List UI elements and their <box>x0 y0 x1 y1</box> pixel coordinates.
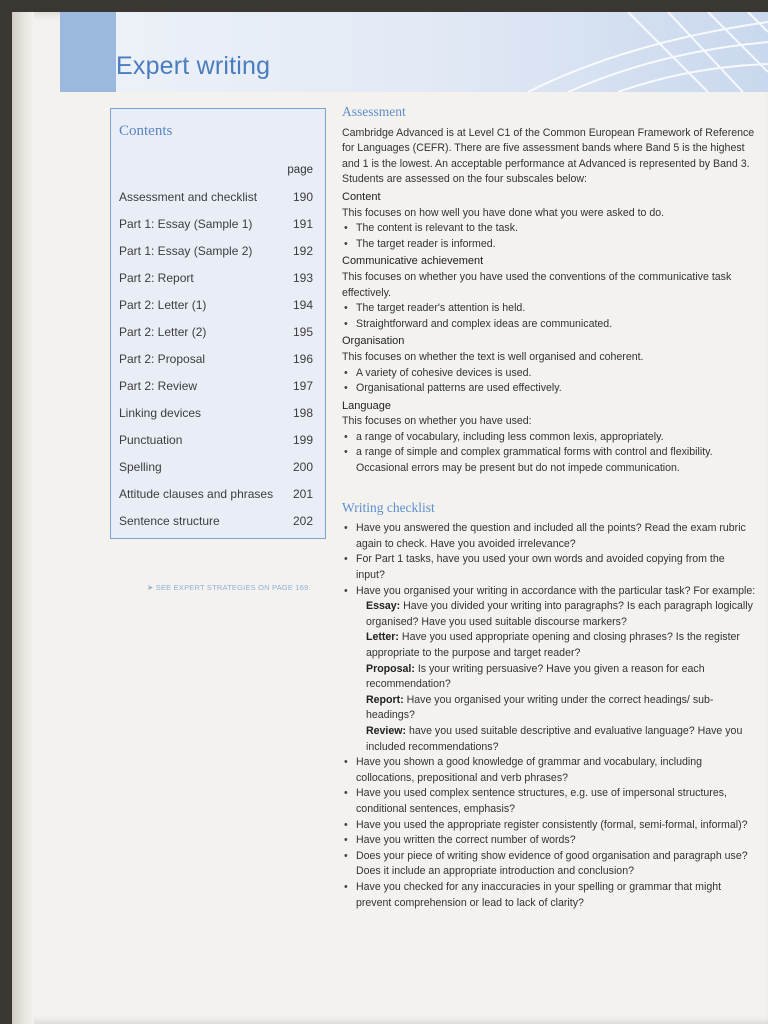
toc-item[interactable]: Part 2: Letter (2) 195 <box>119 325 313 339</box>
list-item: • The target reader's attention is held. <box>342 301 756 317</box>
assessment-title: Assessment <box>342 104 406 119</box>
see-expert-strategies-link[interactable]: ➤ SEE EXPERT STRATEGIES ON PAGE 169. <box>147 583 311 592</box>
example-essay: Essay: Have you divided your writing into paragraphs? Is each paragraph logically organised? Have you used suitable discourse markers? <box>366 600 753 628</box>
contents-title: Contents <box>119 123 173 139</box>
book-page <box>12 12 768 1024</box>
toc-item[interactable]: Linking devices 198 <box>119 406 313 420</box>
toc-item[interactable]: Attitude clauses and phrases 201 <box>119 487 313 501</box>
page-title: Expert writing <box>116 52 271 80</box>
header-tab-accent <box>60 12 116 92</box>
checklist-item: • Have you used complex sentence structures, e.g. use of impersonal structures, conditional sentences, emphasis? <box>342 786 756 817</box>
language-heading: Language <box>342 399 391 412</box>
communicative-bullets <box>342 301 756 332</box>
list-item: • a range of simple and complex grammatical forms with control and flexibility. Occasional errors may be present but do not impede communication. <box>342 445 756 476</box>
communicative-text: This focuses on whether you have used the conventions of the communicative task effectively. <box>342 270 732 299</box>
checklist-item: • Have you written the correct number of words? <box>342 833 756 849</box>
assessment-intro: Cambridge Advanced is at Level C1 of the Common European Framework of Reference for Languages (CEFR). There are five assessment bands where Band 5 is the highest and 1 is the lowest. An acceptable performance at Advanced is represented by Band 3. <box>342 126 755 170</box>
contents-box <box>110 108 326 539</box>
checklist-item: • Have you organised your writing in accordance with the particular task? For example: <box>342 584 756 600</box>
list-item: • a range of vocabulary, including less common lexis, appropriately. <box>342 430 756 446</box>
communicative-heading: Communicative achievement <box>342 255 484 268</box>
organisation-heading: Organisation <box>342 335 405 348</box>
checklist-item: • Have you shown a good knowledge of grammar and vocabulary, including collocations, prepositional and verb phrases? <box>342 755 756 786</box>
checklist-item: • Does your piece of writing show evidence of good organisation and paragraph use? Does it include an appropriate introduction and conclusion? <box>342 849 756 880</box>
language-bullets <box>342 430 756 477</box>
toc-item[interactable]: Assessment and checklist 190 <box>119 190 313 204</box>
checklist-title: Writing checklist <box>342 499 435 515</box>
example-report: Report: Have you organised your writing under the correct headings/ sub-headings? <box>366 693 714 722</box>
assessment-intro-2: Students are assessed on the four subscales below: <box>342 173 587 186</box>
example-label: Essay: <box>366 600 401 613</box>
toc-item[interactable]: Part 2: Proposal 196 <box>119 352 313 366</box>
checklist-list-continued <box>342 755 756 911</box>
example-label: Review: <box>366 724 407 737</box>
toc-item[interactable]: Part 1: Essay (Sample 1) 191 <box>119 217 313 231</box>
checklist-item: • Have you checked for any inaccuracies in your spelling or grammar that might prevent comprehension or lead to lack of clarity? <box>342 880 756 911</box>
header-grid-decoration <box>508 12 768 92</box>
checklist-examples <box>342 599 756 755</box>
toc-item[interactable]: Spelling 200 <box>119 460 313 474</box>
example-letter: Letter: Have you used appropriate opening and closing phrases? Is the register appropriate to the purpose and target reader? <box>366 631 740 659</box>
example-proposal: Proposal: Is your writing persuasive? Have you given a reason for each recommendation? <box>366 662 705 691</box>
content-text: This focuses on how well you have done what you were asked to do. <box>342 206 665 219</box>
organisation-bullets <box>342 366 756 397</box>
toc-item[interactable]: Part 2: Report 193 <box>119 271 313 285</box>
list-item: • The content is relevant to the task. <box>342 221 756 237</box>
checklist-item: • Have you answered the question and included all the points? Read the exam rubric again to check. Have you avoided irrelevance? <box>342 521 756 552</box>
example-label: Report: <box>366 693 404 706</box>
toc-item[interactable]: Punctuation 199 <box>119 433 313 447</box>
list-item: • The target reader is informed. <box>342 237 756 253</box>
checklist-item: • For Part 1 tasks, have you used your own words and avoided copying from the input? <box>342 552 756 583</box>
toc-item[interactable]: Part 2: Review 197 <box>119 379 313 393</box>
main-column <box>342 104 756 911</box>
list-item: • Straightforward and complex ideas are communicated. <box>342 317 756 333</box>
toc-item[interactable]: Part 1: Essay (Sample 2) 192 <box>119 244 313 258</box>
list-item: • A variety of cohesive devices is used. <box>342 366 756 382</box>
page-binding-edge <box>12 12 34 1024</box>
content-bullets <box>342 221 756 252</box>
checklist-item: • Have you used the appropriate register consistently (formal, semi-formal, informal)? <box>342 818 756 834</box>
toc-item[interactable]: Sentence structure 202 <box>119 514 313 528</box>
language-text: This focuses on whether you have used: <box>342 415 532 428</box>
organisation-text: This focuses on whether the text is well organised and coherent. <box>342 350 644 363</box>
example-review: Review: have you used suitable descriptive and evaluative language? Have you included recommendations? <box>366 724 743 753</box>
contents-page-header: page <box>287 164 313 176</box>
content-heading: Content <box>342 190 381 203</box>
checklist-list <box>342 521 756 599</box>
list-item: • Organisational patterns are used effectively. <box>342 381 756 397</box>
example-label: Proposal: <box>366 662 415 675</box>
toc-item[interactable]: Part 2: Letter (1) 194 <box>119 298 313 312</box>
example-label: Letter: <box>366 631 399 644</box>
